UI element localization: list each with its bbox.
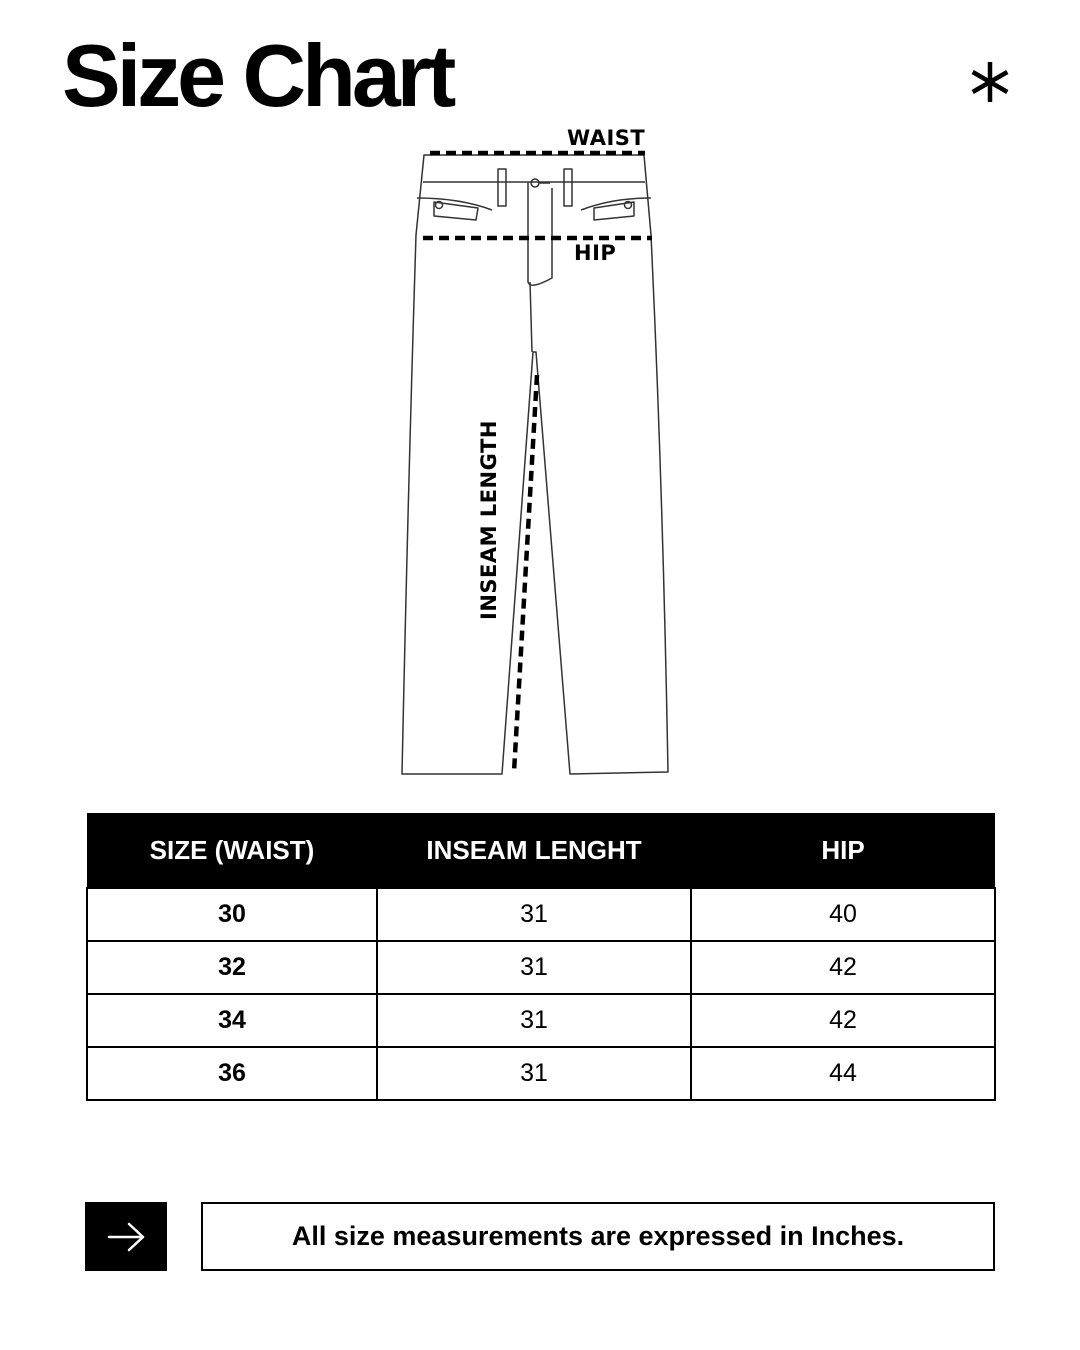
asterisk-icon: [968, 60, 1012, 104]
column-header-size: SIZE (WAIST): [87, 813, 377, 888]
size-cell: 30: [87, 888, 377, 941]
table-row: [87, 1047, 995, 1100]
column-header-hip: HIP: [691, 813, 995, 888]
inseam-cell: 31: [377, 888, 691, 941]
arrow-right-icon: [106, 1222, 146, 1252]
inseam-cell: 31: [377, 994, 691, 1047]
table-header-row: [87, 813, 995, 888]
hip-cell: 44: [691, 1047, 995, 1100]
table-row: [87, 994, 995, 1047]
size-table: [86, 813, 996, 1101]
size-cell: 36: [87, 1047, 377, 1100]
size-cell: 32: [87, 941, 377, 994]
hip-cell: 42: [691, 994, 995, 1047]
inseam-length-label: INSEAM LENGTH: [477, 420, 501, 620]
hip-cell: 40: [691, 888, 995, 941]
inseam-cell: 31: [377, 1047, 691, 1100]
inseam-cell: 31: [377, 941, 691, 994]
size-cell: 34: [87, 994, 377, 1047]
hip-cell: 42: [691, 941, 995, 994]
table-row: [87, 941, 995, 994]
hip-label: HIP: [574, 241, 617, 265]
table-row: [87, 888, 995, 941]
page-title: Size Chart: [62, 26, 453, 125]
waist-label: WAIST: [567, 126, 646, 150]
jeans-diagram: [380, 120, 700, 790]
units-note-text: All size measurements are expressed in Inches.: [291, 1221, 905, 1251]
jeans-illustration: [380, 120, 700, 790]
units-note: [201, 1202, 995, 1271]
column-header-inseam: INSEAM LENGHT: [377, 813, 691, 888]
arrow-button[interactable]: [85, 1202, 167, 1271]
